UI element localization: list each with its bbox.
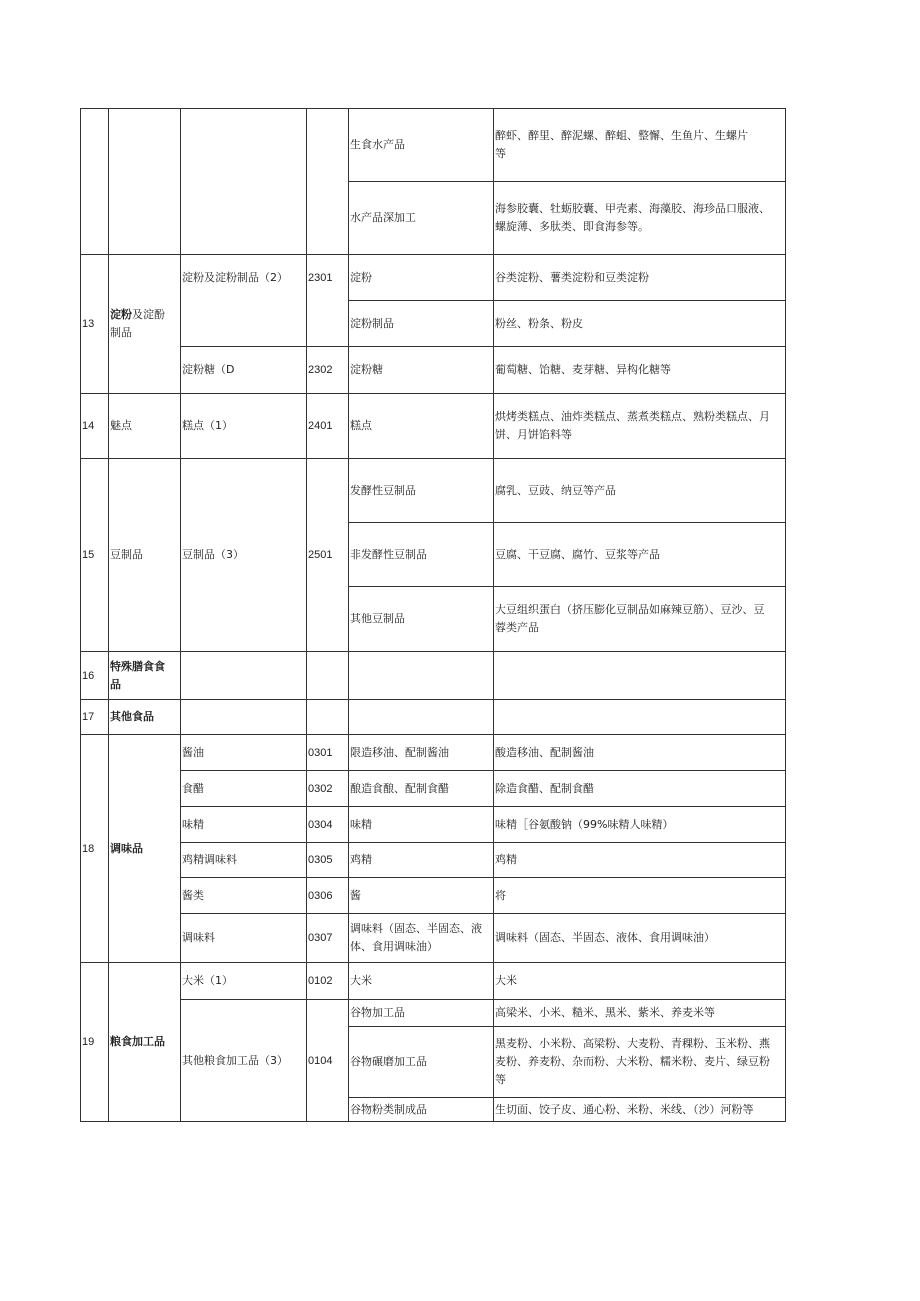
cell-sub: 糕点（1）	[181, 394, 307, 459]
food-category-table	[80, 108, 786, 1122]
cell-code: 2302	[307, 347, 349, 394]
examples-line: 饼、月饼馅料等	[495, 428, 572, 441]
cell-category: 糕点	[349, 394, 494, 459]
cell-examples: 大米	[494, 963, 786, 1000]
cell-examples	[494, 394, 786, 459]
cell-code: 0302	[307, 771, 349, 807]
cell-num: 16	[81, 652, 109, 700]
cell-examples	[494, 587, 786, 652]
examples-line: 大豆组织蛋白（挤压膨化豆制品如麻辣豆筋）、豆沙、豆	[495, 603, 765, 616]
table-row	[81, 652, 786, 700]
table-row	[81, 347, 786, 394]
cell-category	[349, 700, 494, 735]
examples-line: 等	[495, 1073, 506, 1086]
examples-line: 麦粉、养麦粉、杂而粉、大米粉、糯米粉、麦片、绿豆粉	[495, 1055, 770, 1068]
cell-sub: 其他粮食加工品（3）	[181, 1000, 307, 1122]
cell-num: 18	[81, 735, 109, 963]
name-line: 特殊膳食食	[110, 659, 165, 673]
cell-num	[81, 109, 109, 255]
cell-category: 淀粉糖	[349, 347, 494, 394]
cell-category: 淀粉制品	[349, 301, 494, 347]
table-row	[81, 255, 786, 301]
cell-sub	[181, 109, 307, 255]
cell-examples: 腐乳、豆豉、纳豆等产品	[494, 459, 786, 523]
cell-examples: 葡萄糖、饴糖、麦芽糖、异构化糖等	[494, 347, 786, 394]
cell-name	[109, 652, 181, 700]
cell-code: 2401	[307, 394, 349, 459]
name-bold-part: 淀粉	[110, 308, 132, 321]
table-row	[81, 700, 786, 735]
table-row	[81, 394, 786, 459]
cell-sub	[181, 652, 307, 700]
cell-name: 粮食加工品	[109, 963, 181, 1122]
cell-examples	[494, 109, 786, 182]
cell-examples	[494, 700, 786, 735]
cell-examples: 高梁米、小米、糙米、黑米、紫米、养麦米等	[494, 1000, 786, 1027]
cell-code: 0102	[307, 963, 349, 1000]
cell-code: 0304	[307, 807, 349, 843]
table-row	[81, 459, 786, 523]
category-line: 调味料（固态、半固态、液	[350, 922, 482, 935]
examples-line: 烘烤类糕点、油炸类糕点、蒸煮类糕点、熟粉类糕点、月	[495, 410, 770, 423]
table-row	[81, 735, 786, 771]
examples-line: 螺旋薄、多肽类、即食海参等。	[495, 220, 649, 233]
cell-examples: 粉丝、粉条、粉皮	[494, 301, 786, 347]
cell-examples: 将	[494, 878, 786, 914]
cell-category: 生食水产品	[349, 109, 494, 182]
cell-code: 0307	[307, 914, 349, 963]
cell-code: 0104	[307, 1000, 349, 1122]
table-row	[81, 914, 786, 963]
cell-category: 限造移油、配制酱油	[349, 735, 494, 771]
cell-sub: 豆制品（3）	[181, 459, 307, 652]
cell-category: 酿造食酿、配制食醋	[349, 771, 494, 807]
name-line: 品	[110, 677, 121, 691]
category-line: 体、食用调味油）	[350, 940, 438, 953]
cell-sub: 淀粉及淀粉制品（2）	[181, 255, 307, 347]
cell-sub: 大米（1）	[181, 963, 307, 1000]
table-row	[81, 963, 786, 1000]
table-row	[81, 843, 786, 878]
examples-line: 黑麦粉、小米粉、高梁粉、大麦粉、青稞粉、玉米粉、燕	[495, 1037, 770, 1050]
cell-code: 2301	[307, 255, 349, 347]
cell-code	[307, 109, 349, 255]
cell-sub: 调味料	[181, 914, 307, 963]
cell-num: 19	[81, 963, 109, 1122]
cell-sub: 淀粉糖（D	[181, 347, 307, 394]
cell-code: 0306	[307, 878, 349, 914]
cell-category	[349, 914, 494, 963]
cell-name: 调味品	[109, 735, 181, 963]
cell-num: 14	[81, 394, 109, 459]
cell-category: 淀粉	[349, 255, 494, 301]
cell-category: 非发酵性豆制品	[349, 523, 494, 587]
cell-examples: 鸡精	[494, 843, 786, 878]
cell-examples	[494, 1027, 786, 1098]
cell-examples: 味精［谷氨酸钠（99%味精人味精）	[494, 807, 786, 843]
cell-category: 谷物粉类制成品	[349, 1098, 494, 1122]
cell-name: 魅点	[109, 394, 181, 459]
examples-line: 醉虾、醉里、醉泥螺、醉蛆、整懈、生鱼片、生螺片	[495, 129, 748, 142]
cell-num: 17	[81, 700, 109, 735]
cell-examples	[494, 652, 786, 700]
cell-category: 酱	[349, 878, 494, 914]
cell-sub: 味精	[181, 807, 307, 843]
cell-num: 15	[81, 459, 109, 652]
cell-category: 味精	[349, 807, 494, 843]
cell-examples: 调味料（固态、半固态、液体、食用调味油）	[494, 914, 786, 963]
cell-examples: 酸造移油、配制酱油	[494, 735, 786, 771]
cell-examples: 除造食醋、配制食醋	[494, 771, 786, 807]
cell-category: 谷物加工品	[349, 1000, 494, 1027]
cell-name	[109, 109, 181, 255]
cell-sub: 酱油	[181, 735, 307, 771]
table-row	[81, 1000, 786, 1027]
cell-sub: 鸡精调味料	[181, 843, 307, 878]
cell-category: 鸡精	[349, 843, 494, 878]
cell-code: 0301	[307, 735, 349, 771]
cell-name: 豆制品	[109, 459, 181, 652]
cell-sub: 食醋	[181, 771, 307, 807]
examples-line: 海参胶囊、牡蛎胶囊、甲壳素、海藻胶、海珍品口服液、	[495, 202, 770, 215]
cell-category: 其他豆制品	[349, 587, 494, 652]
cell-name: 其他食品	[109, 700, 181, 735]
cell-category	[349, 652, 494, 700]
cell-examples: 豆腐、干豆腐、腐竹、豆浆等产品	[494, 523, 786, 587]
cell-examples	[494, 182, 786, 255]
examples-line: 等	[495, 147, 506, 160]
cell-code: 0305	[307, 843, 349, 878]
examples-line: 蓉类产品	[495, 621, 539, 634]
table-row	[81, 807, 786, 843]
cell-examples: 谷类淀粉、薯类淀粉和豆类淀粉	[494, 255, 786, 301]
cell-category: 发酵性豆制品	[349, 459, 494, 523]
cell-name	[109, 255, 181, 394]
name-part: 制品	[110, 326, 132, 339]
cell-code	[307, 652, 349, 700]
cell-category: 大米	[349, 963, 494, 1000]
cell-code	[307, 700, 349, 735]
cell-sub: 酱类	[181, 878, 307, 914]
cell-code: 2501	[307, 459, 349, 652]
table-row	[81, 771, 786, 807]
table-row	[81, 109, 786, 182]
cell-examples: 生切面、饺子皮、通心粉、米粉、米线、（沙）河粉等	[494, 1098, 786, 1122]
cell-sub	[181, 700, 307, 735]
table-row	[81, 878, 786, 914]
name-part: 及淀酚	[132, 308, 165, 321]
cell-category: 水产品深加工	[349, 182, 494, 255]
cell-num: 13	[81, 255, 109, 394]
cell-category: 谷物碾磨加工品	[349, 1027, 494, 1098]
